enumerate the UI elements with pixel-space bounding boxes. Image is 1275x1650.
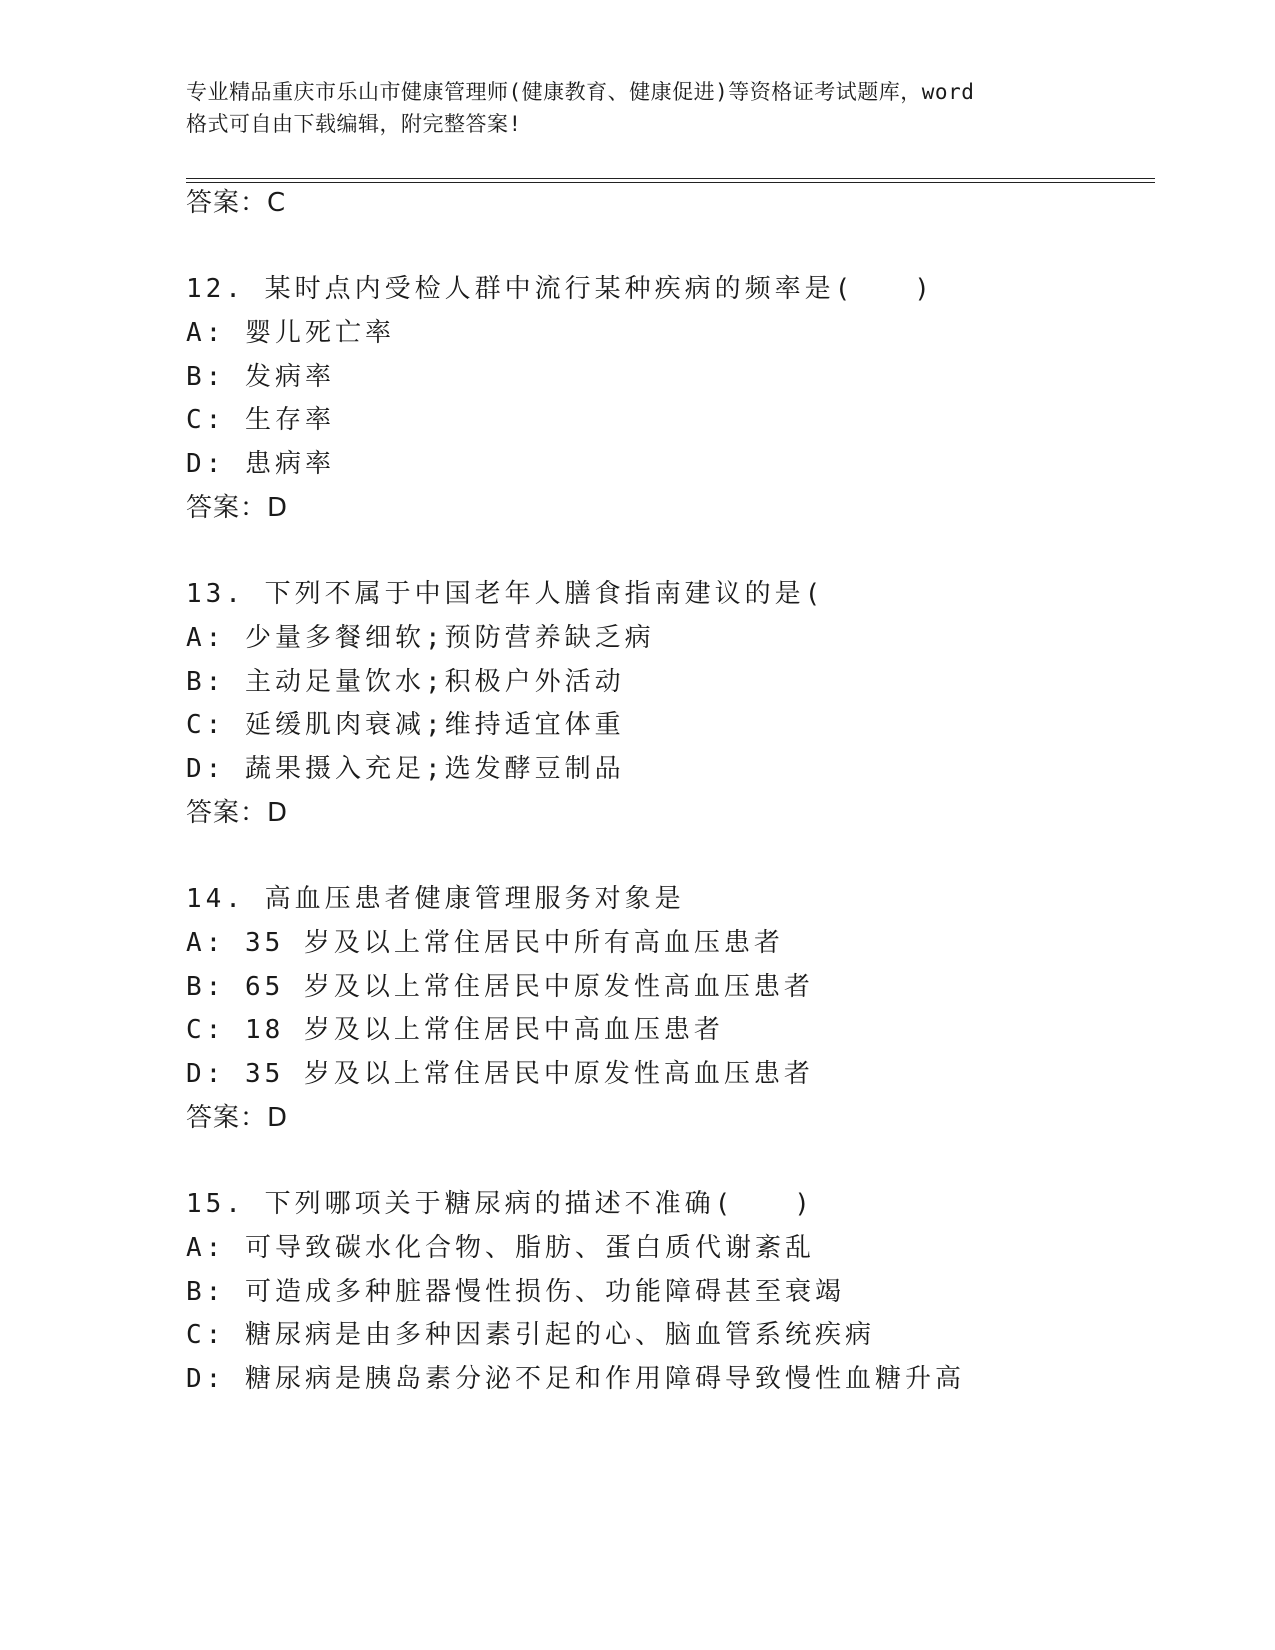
answer-line: 答案：D <box>186 493 289 523</box>
option-b: B: 主动足量饮水;积极户外活动 <box>186 667 625 697</box>
header-line-1: 专业精品重庆市乐山市健康管理师(健康教育、健康促进)等资格证考试题库，word <box>186 80 975 104</box>
option-d: D: 糖尿病是胰岛素分泌不足和作用障碍导致慢性血糖升高 <box>186 1364 965 1394</box>
header-divider <box>186 182 1155 183</box>
option-a: A: 少量多餐细软;预防营养缺乏病 <box>186 623 655 653</box>
option-b: B: 发病率 <box>186 362 335 392</box>
option-d: D: 患病率 <box>186 449 335 479</box>
option-a: A: 婴儿死亡率 <box>186 318 395 348</box>
answer-line: 答案：D <box>186 798 289 828</box>
option-c: C: 糖尿病是由多种因素引起的心、脑血管系统疾病 <box>186 1320 875 1350</box>
question-stem: 12. 某时点内受检人群中流行某种疾病的频率是( ) <box>186 274 934 304</box>
question-stem: 15. 下列哪项关于糖尿病的描述不准确( ) <box>186 1189 814 1219</box>
option-c: C: 生存率 <box>186 405 335 435</box>
option-c: C: 18 岁及以上常住居民中高血压患者 <box>186 1015 724 1045</box>
option-c: C: 延缓肌肉衰减;维持适宜体重 <box>186 710 625 740</box>
option-b: B: 可造成多种脏器慢性损伤、功能障碍甚至衰竭 <box>186 1277 845 1307</box>
option-a: A: 可导致碳水化合物、脂肪、蛋白质代谢紊乱 <box>186 1233 815 1263</box>
option-a: A: 35 岁及以上常住居民中所有高血压患者 <box>186 928 784 958</box>
answer-line: 答案：D <box>186 1103 289 1133</box>
question-stem: 14. 高血压患者健康管理服务对象是 <box>186 884 685 914</box>
question-stem: 13. 下列不属于中国老年人膳食指南建议的是( <box>186 579 825 609</box>
answer-line: 答案：C <box>186 188 287 218</box>
option-d: D: 蔬果摄入充足;选发酵豆制品 <box>186 754 625 784</box>
header-divider <box>186 178 1155 179</box>
page-header <box>186 76 1106 140</box>
header-line-2: 格式可自由下载编辑，附完整答案! <box>186 112 522 136</box>
option-b: B: 65 岁及以上常住居民中原发性高血压患者 <box>186 972 814 1002</box>
option-d: D: 35 岁及以上常住居民中原发性高血压患者 <box>186 1059 814 1089</box>
